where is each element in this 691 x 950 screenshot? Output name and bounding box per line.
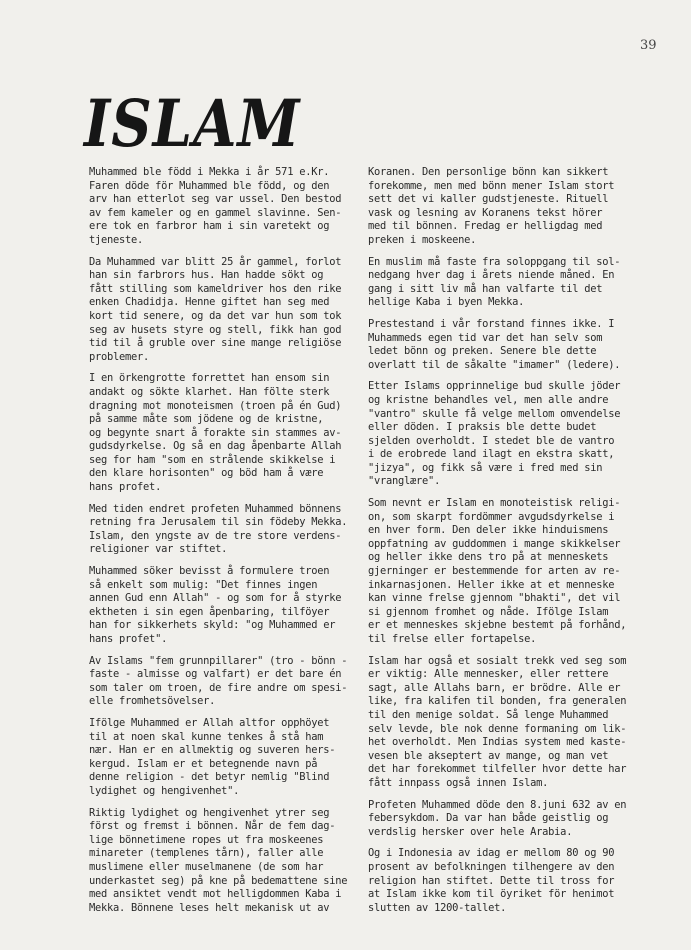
page-number: 39 [640, 38, 657, 53]
paragraph: I en örkengrotte forrettet han ensom sin andakt og sökte klarhet. Han fölte sterk dragning mot monoteismen (troen på én Gud) på samme måte som jödene og de kristne, og begynte snart å forakte sin stammes av- gudsdyrkelse. Og så en dag åpenbarte Allah seg for ham "som en strålende skikkelse i den klare horisonten" og böd ham å være hans profet. [89, 372, 342, 494]
paragraph: Koranen. Den personlige bönn kan sikkert forekomme, men med bönn mener Islam stort sett det vi kaller gudstjeneste. Rituell vask og lesning av Koranens tekst hörer med til bönnen. Fredag er helligdag med preken i moskeene. [368, 166, 615, 246]
paragraph: Av Islams "fem grunnpillarer" (tro - bönn - faste - almisse og valfart) er det bare én som taler om troen, de fire andre om spesi- elle fromhetsövelser. [89, 654, 348, 708]
left-column [89, 166, 361, 923]
paragraph: Muhammed ble född i Mekka i år 571 e.Kr. Faren döde för Muhammed ble född, og den arv han etterlot seg var ussel. Den bestod av fem kameler og en gammel slavinne. Sen- ere tok en farbror ham i sin varetekt og tjeneste. [89, 166, 342, 246]
paragraph: Riktig lydighet og hengivenhet ytrer seg först og fremst i bönnen. Når de fem dag- lige bönnetimene ropes ut fra moskeenes minareter (templenes tårn), faller alle muslimene eller muselmanene (de som har underkastet seg) på kne på bedemattene sine med ansiktet vendt mot helligdommen Kaba i Mekka. Bönnene leses helt mekanisk ut av [89, 806, 348, 914]
paragraph: En muslim må faste fra soloppgang til sol- nedgang hver dag i årets niende måned. En gang i sitt liv må han valfarte til det hellige Kaba i byen Mekka. [368, 255, 621, 309]
paragraph: Profeten Muhammed döde den 8.juni 632 av en febersykdom. Da var han både geistlig og verdslig hersker over hele Arabia. [368, 798, 627, 838]
paragraph: Og i Indonesia av idag er mellom 80 og 90 prosent av befolkningen tilhengere av den religion han stiftet. Dette til tross for at Islam ikke kom til öyriket för henimot slutten av 1200-tallet. [368, 847, 615, 914]
right-column [368, 166, 640, 923]
paragraph: Da Muhammed var blitt 25 år gammel, forlot han sin farbrors hus. Han hadde sökt og fått stilling som kameldriver hos den rike enken Chadidja. Henne giftet han seg med kort tid senere, og da det var hun som tok seg av husets styre og stell, fikk han god tid til å gruble over sine mange religiöse problemer. [89, 255, 342, 363]
paragraph: Etter Islams opprinnelige bud skulle jöder og kristne behandles vel, men alle andre "vantro" skulle få velge mellom omvendelse eller döden. I praksis ble dette budet sjelden overholdt. I stedet ble de vantro i de erobrede land ilagt en ekstra skatt, "jizya", og fikk så være i fred med sin "vranglære". [368, 380, 621, 488]
paragraph: Ifölge Muhammed er Allah altfor opphöyet til at noen skal kunne tenkes å stå ham nær. Han er en allmektig og suveren hers- kergud. Islam er et betegnende navn på denne religion - det betyr nemlig "Blind lydighet og hengivenhet". [89, 716, 336, 797]
paragraph: Islam har også et sosialt trekk ved seg som er viktig: Alle mennesker, eller rettere sagt, alle Allahs barn, er brödre. Alle er like, fra kalifen til bonden, fra generalen til den menige soldat. Så lenge Muhammed selv levde, ble nok denne formaning om lik- het overholdt. Men Indias system med kaste- vesen ble akseptert av mange, og man vet det har forekommet tilfeller hvor dette har fått innpass også innen Islam. [368, 654, 627, 789]
paragraph: Muhammed söker bevisst å formulere troen så enkelt som mulig: "Det finnes ingen annen Gud enn Allah" - og som for å styrke ektheten i sin egen åpenbaring, tilföyer han for sikkerhets skyld: "og Muhammed er hans profet". [89, 565, 342, 645]
page-title: ISLAM [84, 86, 301, 163]
paragraph: Med tiden endret profeten Muhammed bönnens retning fra Jerusalem til sin födeby Mekka. Islam, den yngste av de tre store verdens- religioner var stiftet. [89, 502, 348, 556]
paragraph: Prestestand i vår forstand finnes ikke. I Muhammeds egen tid var det han selv som ledet bönn og preken. Senere ble dette overlatt til de såkalte "imamer" (ledere). [368, 317, 621, 371]
paragraph: Som nevnt er Islam en monoteistisk religi- on, som skarpt fordömmer avgudsdyrkelse i en hver form. Den deler ikke hinduismens oppfatning av guddommen i mange skikkelser og heller ikke dens tro på at menneskets gjerninger er bestemmende for arten av re- inkarnasjonen. Heller ikke at et menneske kan vinne frelse gjennom "bhakti", det vil si gjennom fromhet og nåde. Ifölge Islam er et menneskes skjebne bestemt på forhånd, til frelse eller fortapelse. [368, 497, 627, 645]
